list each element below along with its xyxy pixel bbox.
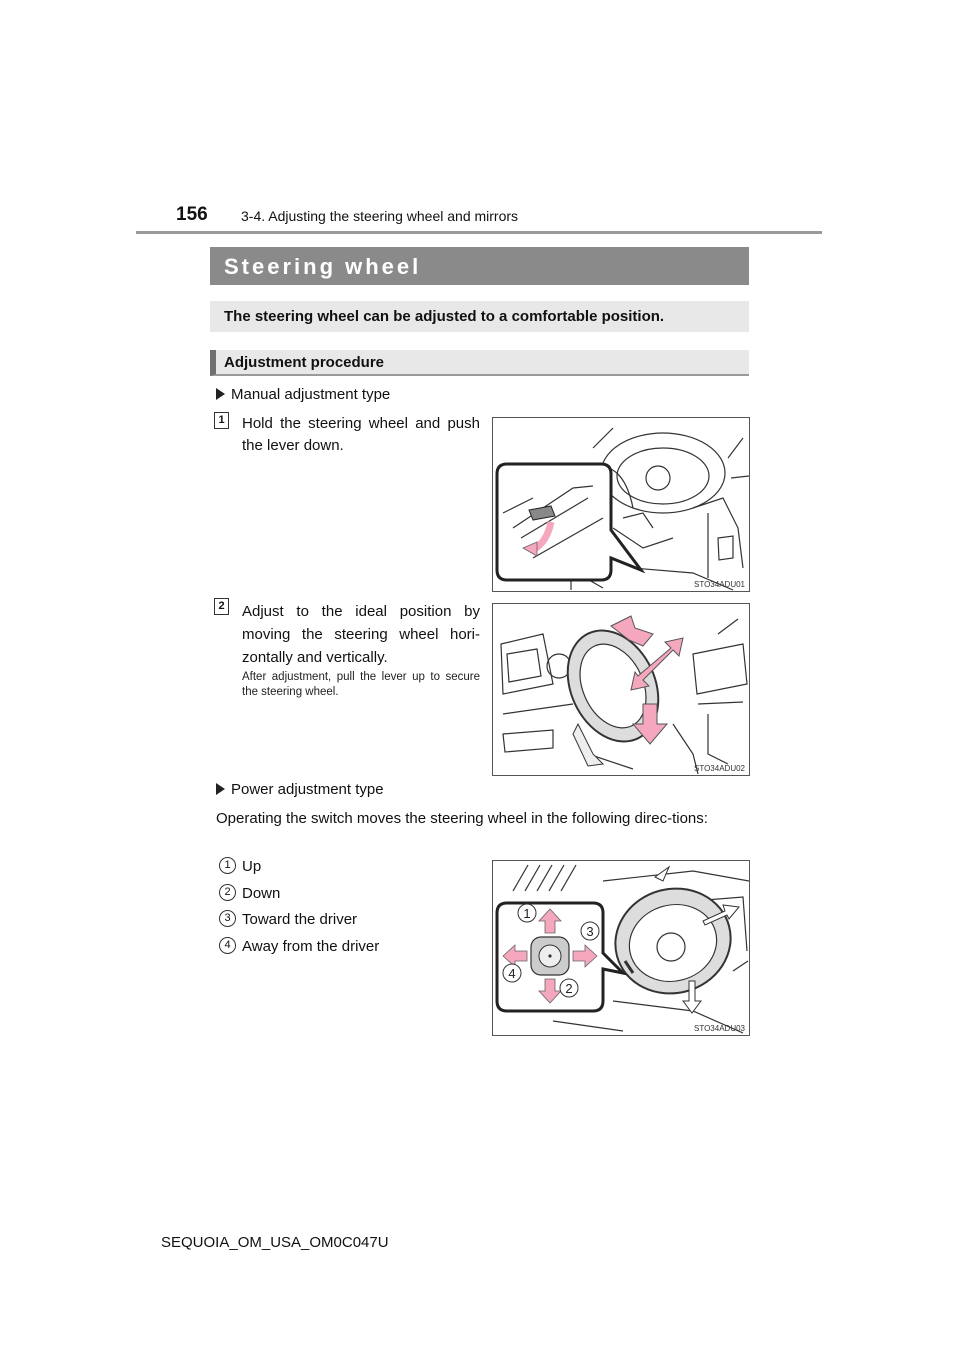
title-bar <box>210 247 749 285</box>
figure-manual-adjust <box>492 603 750 776</box>
page-title: Steering wheel <box>224 254 422 279</box>
step-1-text: Hold the steering wheel and push the lever down. <box>242 415 480 454</box>
triangle-bullet-icon <box>216 783 225 795</box>
section-header: 3-4. Adjusting the steering wheel and mirrors <box>241 208 519 224</box>
step-1-badge: 1 <box>214 412 229 429</box>
item-2-label: Down <box>242 885 281 902</box>
item-1-number: 1 <box>219 857 236 874</box>
figure-label-2: 2 <box>565 981 573 996</box>
power-tilt-switch-illustration <box>493 861 750 1036</box>
step-2-note: After adjustment, pull the lever up to secure the steering wheel. <box>242 671 480 698</box>
power-description: Operating the switch moves the steering wheel in the following direc-tions: <box>216 810 708 827</box>
page-number: 156 <box>176 204 208 225</box>
power-type-label: Power adjustment type <box>216 781 384 798</box>
item-2-number: 2 <box>219 884 236 901</box>
item-4-number: 4 <box>219 937 236 954</box>
intro-box <box>210 301 749 332</box>
step-2-badge: 2 <box>214 598 229 615</box>
document-footer: SEQUOIA_OM_USA_OM0C047U <box>161 1234 389 1251</box>
figure-manual-lever <box>492 417 750 592</box>
item-3-number: 3 <box>219 910 236 927</box>
item-4-label: Away from the driver <box>242 938 380 955</box>
triangle-bullet-icon <box>216 388 225 400</box>
item-1-label: Up <box>242 858 262 875</box>
item-3-label: Toward the driver <box>242 911 358 928</box>
figure-code: STO34ADU02 <box>694 764 745 773</box>
intro-text: The steering wheel can be adjusted to a comfortable position. <box>224 308 665 325</box>
figure-code: STO34ADU01 <box>694 580 745 589</box>
figure-code: STO34ADU03 <box>694 1024 745 1033</box>
subheading-bar <box>210 350 749 376</box>
steering-wheel-movement-illustration <box>493 604 750 776</box>
figure-label-4: 4 <box>508 966 516 981</box>
figure-label-3: 3 <box>586 924 594 939</box>
subheading-text: Adjustment procedure <box>224 354 385 371</box>
header-divider <box>136 231 822 234</box>
figure-label-1: 1 <box>523 906 531 921</box>
step-2-text: Adjust to the ideal position by moving the steering wheel hori-zontally and vertically. <box>242 603 480 666</box>
steering-column-illustration <box>493 418 750 592</box>
manual-type-label: Manual adjustment type <box>216 386 390 403</box>
figure-power-switch <box>492 860 750 1036</box>
